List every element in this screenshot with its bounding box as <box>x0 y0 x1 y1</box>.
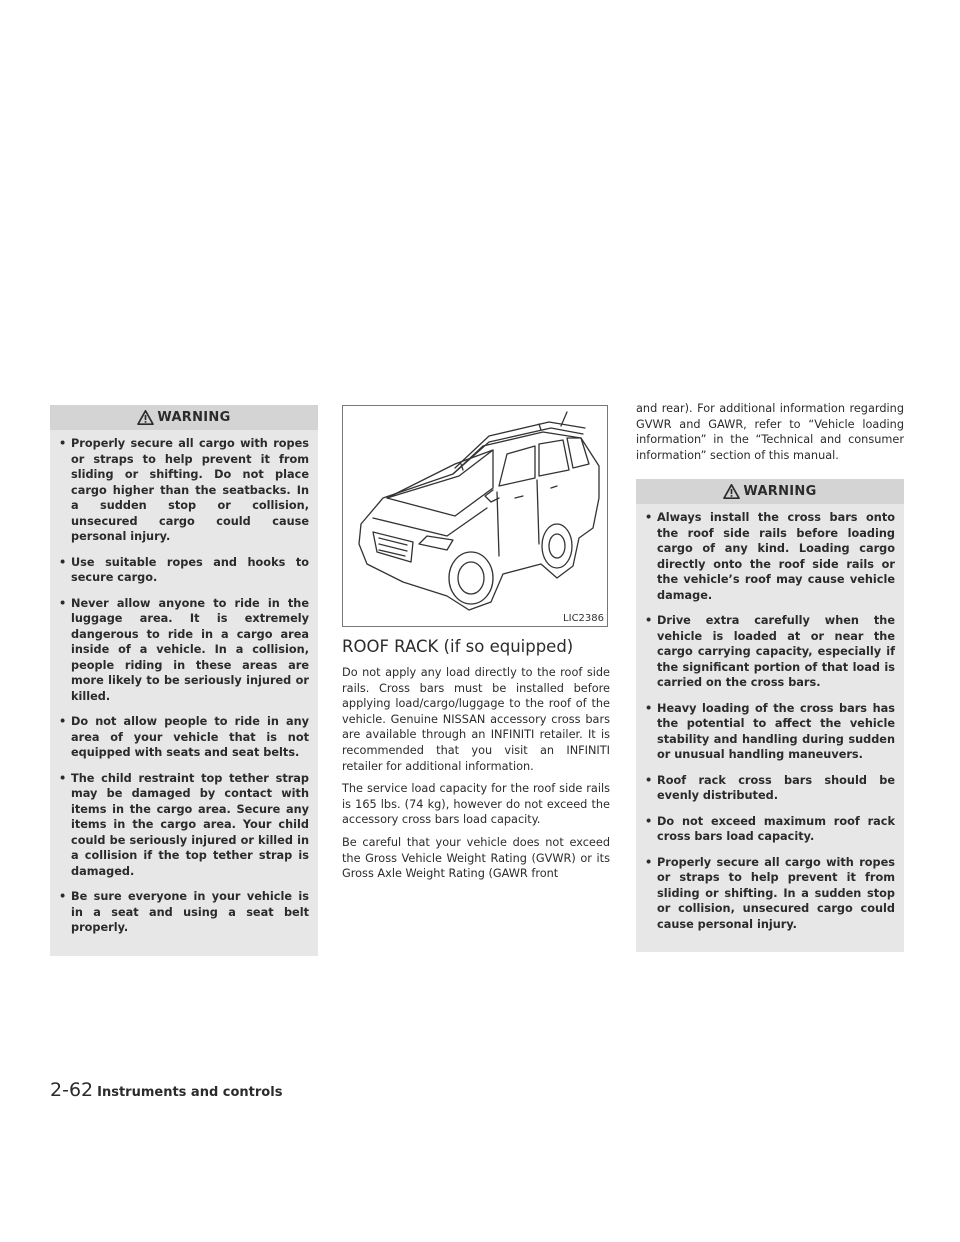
page-number: 2-62 <box>50 1079 94 1101</box>
left-column <box>50 405 318 956</box>
right-column <box>636 402 904 952</box>
figure-label: LIC2386 <box>563 613 604 624</box>
warning-item: • Always install the cross bars onto the roof side rails before loading cargo of any kind. Loading cargo directly onto the roof side rails or the vehicle’s roof may cause vehicle damage. <box>645 510 895 603</box>
warning-item: • Properly secure all cargo with ropes or straps to help prevent it from sliding or shifting. In a sudden stop or collision, unsecured cargo could cause personal injury. <box>645 855 895 933</box>
warning-title: WARNING <box>743 484 817 500</box>
warning-item: • Be sure everyone in your vehicle is in a seat and using a seat belt properly. <box>59 889 309 936</box>
vehicle-illustration <box>342 405 608 627</box>
warning-header <box>50 405 318 430</box>
warning-item: • Heavy loading of the cross bars has the potential to affect the vehicle stability and handling during sudden or unusual handling maneuvers. <box>645 701 895 763</box>
warning-item: • Use suitable ropes and hooks to secure cargo. <box>59 555 309 586</box>
section-title: ROOF RACK (if so equipped) <box>342 637 574 656</box>
warning-box-roof-rack <box>636 479 904 952</box>
warning-item: • Drive extra carefully when the vehicle is loaded at or near the cargo carrying capacity, especially if the significant portion of that load is carried on the cross bars. <box>645 613 895 691</box>
body-paragraph: The service load capacity for the roof side rails is 165 lbs. (74 kg), however do not exceed the accessory cross bars load capacity. <box>342 782 610 827</box>
warning-item: • Never allow anyone to ride in the luggage area. It is extremely dangerous to ride in a cargo area inside of a vehicle. In a collision, people riding in these areas are more likely to be seriously injured or killed. <box>59 596 309 705</box>
warning-title: WARNING <box>157 410 231 425</box>
middle-column <box>342 405 610 889</box>
warning-item: • The child restraint top tether strap may be damaged by contact with items in the cargo area. Secure any items in the cargo area. Your child could be seriously injured or killed in a collision if the top tether strap is damaged. <box>59 771 309 880</box>
warning-item: • Do not allow people to ride in any area of your vehicle that is not equipped with seats and seat belts. <box>59 714 309 761</box>
warning-item: • Do not exceed maximum roof rack cross bars load capacity. <box>645 814 895 845</box>
body-paragraph: Be careful that your vehicle does not exceed the Gross Vehicle Weight Rating (GVWR) or its Gross Axle Weight Rating (GAWR front <box>342 835 610 881</box>
warning-item: • Roof rack cross bars should be evenly distributed. <box>645 773 895 804</box>
page-footer <box>50 1079 282 1101</box>
chapter-title: Instruments and controls <box>97 1085 283 1100</box>
suv-roof-rack-drawing <box>343 406 607 626</box>
warning-list <box>636 504 904 932</box>
warning-item: • Properly secure all cargo with ropes or straps to help prevent it from sliding or shifting. Do not place cargo higher than the seatbacks. In a sudden stop or collision, unsecured cargo could cause personal injury. <box>59 436 309 545</box>
warning-triangle-icon <box>723 484 740 499</box>
body-paragraph-continued: and rear). For additional information regarding GVWR and GAWR, refer to “Vehicle loading information” in the “Technical and consumer information” section of this manual. <box>636 402 904 462</box>
warning-header <box>636 479 904 504</box>
warning-box-cargo <box>50 405 318 956</box>
body-paragraph: Do not apply any load directly to the roof side rails. Cross bars must be installed before applying load/cargo/luggage to the roof of the vehicle. Genuine NISSAN accessory cross bars are available through an INFINITI retailer. It is recommended that you visit an INFINITI retailer for additional information. <box>342 666 610 773</box>
warning-list <box>50 430 318 936</box>
warning-triangle-icon <box>137 410 154 425</box>
